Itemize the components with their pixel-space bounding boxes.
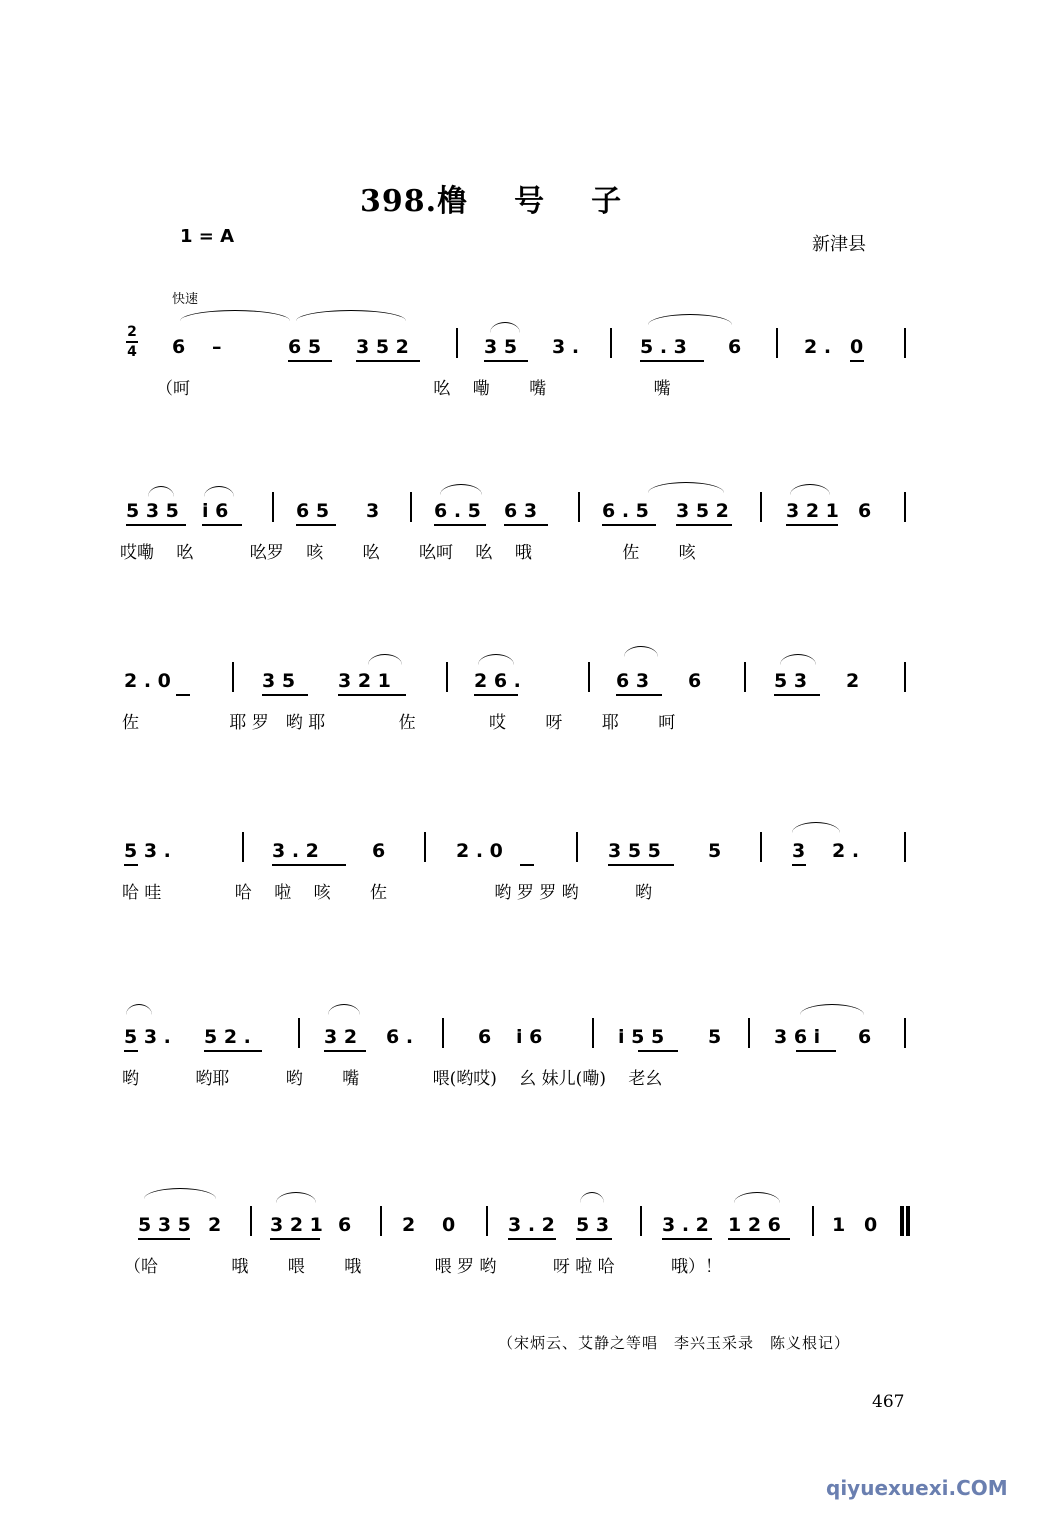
note: 3 2 [324,1026,358,1048]
note: 5 3 [774,670,808,692]
note: 6 5 [288,336,322,358]
note: 3 5 [484,336,518,358]
notes-row [120,1008,910,1058]
score-system-2 [120,482,910,602]
score-system-1 [120,318,910,438]
lyrics-line: （哈 哦 喂 哦 喂 罗 哟 呀 啦 哈 哦）！ [124,1257,723,1277]
note: 3 5 2 [676,500,729,522]
note: 5 3 5 [126,500,179,522]
lyrics-line: 哎嘞 吆 吆罗 咳 吆 吆呵 吆 哦 佐 咳 [120,543,696,563]
note: 6 . [386,1026,414,1048]
time-signature [126,324,138,360]
note: 3 5 [262,670,296,692]
note: – [212,336,222,358]
title-char-2: 号 [514,184,546,219]
note: 6 [858,500,872,522]
score-system-4 [120,822,910,942]
notes-row [120,1196,910,1246]
note: 6 3 [504,500,538,522]
note: 1 2 6 [728,1214,781,1236]
note: 5 [708,1026,722,1048]
notes-row [120,822,910,872]
note: 5 3 5 [138,1214,191,1236]
note: 3 5 5 [608,840,661,862]
title-char-3: 子 [591,184,623,219]
note: 6 5 [296,500,330,522]
note: 6 [858,1026,872,1048]
note: 5 2 . [204,1026,251,1048]
note: 0 [864,1214,878,1236]
note: 6 . 5 [434,500,481,522]
note: 0 [850,336,864,358]
title-number: 398. [360,184,438,219]
note: 1 [832,1214,846,1236]
note: 2 . 0 [456,840,503,862]
region-label: 新津县 [812,234,866,255]
note: 3 2 1 [338,670,391,692]
note: 3 . 2 [508,1214,555,1236]
lyrics-line: （呵 吆 嘞 嘴 嘴 [156,379,671,399]
meter-bottom: 4 [127,343,137,360]
note: 2 [402,1214,416,1236]
note: 3 [366,500,380,522]
note: 5 3 . [124,840,171,862]
note: i 5 5 [618,1026,665,1048]
note: 3 2 1 [270,1214,323,1236]
watermark: qiyuexuexi.COM [826,1476,1008,1500]
note: 6 [728,336,742,358]
note: 3 . 2 [662,1214,709,1236]
note: 0 [442,1214,456,1236]
lyrics-line: 哟 哟耶 哟 嘴 喂(哟哎) 幺 妹儿(嘞) 老幺 [122,1069,663,1089]
score-system-6 [120,1196,910,1316]
tempo-marking: 快速 [172,292,199,307]
title-char-1: 橹 [437,184,469,219]
note: 5 [708,840,722,862]
notes-row [120,318,910,368]
note: i 6 [202,500,229,522]
note: 2 [846,670,860,692]
lyrics-line: 佐 耶 罗 哟 耶 佐 哎 呀 耶 呵 [122,713,676,733]
page-number: 467 [872,1392,905,1412]
meter-top: 2 [127,324,137,340]
lyrics-line: 哈 哇 哈 啦 咳 佐 哟 罗 罗 哟 哟 [122,883,653,903]
note: 6 [338,1214,352,1236]
score-system-5 [120,1008,910,1128]
note: 6 [172,336,186,358]
notes-row [120,652,910,702]
credits: （宋炳云、艾静之等唱 李兴玉采录 陈义根记） [498,1334,851,1352]
note: 6 3 [616,670,650,692]
note: 3 5 2 [356,336,409,358]
note: 2 [208,1214,222,1236]
note: 2 . [804,336,832,358]
key-signature: 1 = A [180,226,235,247]
note: 2 . 0 [124,670,171,692]
note: 6 . 5 [602,500,649,522]
note: 3 2 1 [786,500,839,522]
note: 3 . 2 [272,840,319,862]
note: 6 [372,840,386,862]
note: 6 [688,670,702,692]
note: i 6 [516,1026,543,1048]
note: 3 [792,840,806,862]
note: 6 [478,1026,492,1048]
page-title [360,176,622,220]
note: 5 . 3 [640,336,687,358]
note: 5 3 [576,1214,610,1236]
note: 3 6 i [774,1026,821,1048]
note: 2 . [832,840,860,862]
notes-row [120,482,910,532]
note: 2 6 . [474,670,521,692]
note: 5 3 . [124,1026,171,1048]
note: 3 . [552,336,580,358]
score-system-3 [120,652,910,772]
